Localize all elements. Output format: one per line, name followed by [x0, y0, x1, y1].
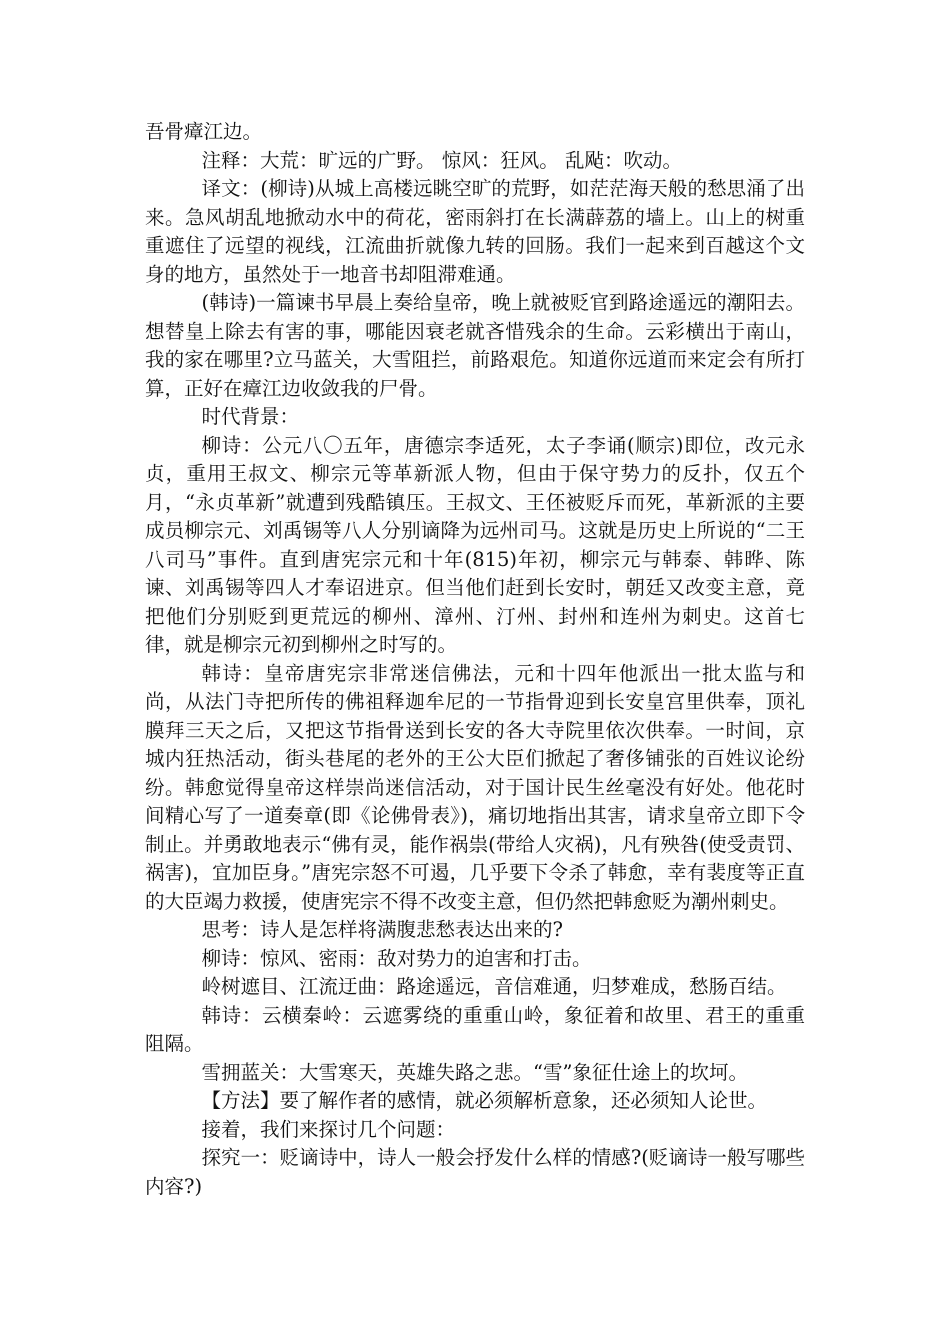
paragraph-translation-han: (韩诗)一篇谏书早晨上奏给皇帝，晚上就被贬官到路途遥远的潮阳去。想替皇上除去有害的事，哪能因衰老就吝惜残余的生命。云彩横出于南山，我的家在哪里?立马蓝关，大雪阻拦，前路艰危。知道你远道而来定会有所打算，正好在瘴江边收敛我的尸骨。: [145, 291, 805, 400]
paragraph-answer-liu-2: 岭树遮目、江流迂曲：路途遥远，音信难通，归梦难成，愁肠百结。: [201, 975, 787, 998]
paragraph-translation-liu: 译文：(柳诗)从城上高楼远眺空旷的荒野，如茫茫海天般的愁思涌了出来。急风胡乱地掀动水中的荷花，密雨斜打在长满薜荔的墙上。山上的树重重遮住了远望的视线，江流曲折就像九转的回肠。我们一起来到百越这个文身的地方，虽然处于一地音书却阻滞难通。: [145, 177, 805, 286]
paragraph-method: 【方法】要了解作者的感情，就必须解析意象，还必须知人论世。: [201, 1089, 768, 1112]
paragraph-background-liu: 柳诗：公元八〇五年，唐德宗李适死，太子李诵(顺宗)即位，改元永贞，重用王叔文、柳宗元等革新派人物，但由于保守势力的反扑，仅五个月，“永贞革新”就遭到残酷镇压。王叔文、王伾被贬斥而死，革新派的主要成员柳宗元、刘禹锡等八人分别谪降为远州司马。这就是历史上所说的“二王 八司马”事件。直到唐宪宗元和十年(815)年初，柳宗元与韩泰、韩晔、陈谏、刘禹锡等四人才奉诏进京。但当他们赶到长安时，朝廷又改变主意，竟把他们分别贬到更荒远的柳州、漳州、汀州、封州和连州为刺史。这首七律，就是柳宗元初到柳州之时写的。: [145, 433, 805, 656]
paragraph-background-han: 韩诗：皇帝唐宪宗非常迷信佛法，元和十四年他派出一批太监与和尚，从法门寺把所传的佛祖释迦牟尼的一节指骨迎到长安皇宫里供奉，顶礼膜拜三天之后，又把这节指骨送到长安的各大寺院里依次供奉。一时间，京城内狂热活动，街头巷尾的老外的王公大臣们掀起了奢侈铺张的百姓议论纷纷。韩愈觉得皇帝这样崇尚迷信活动，对于国计民生丝毫没有好处。他花时间精心写了一道奏章(即《论佛骨表》)，痛切地指出其害，请求皇帝立即下令制止。并勇敢地表示“佛有灵，能作祸祟(带给人灾祸)，凡有殃咎(使受责罚、祸害)，宜加臣身。”唐宪宗怒不可遏，几乎要下令杀了韩愈，幸有裴度等正直的大臣竭力救援，使唐宪宗不得不改变主意，但仍然把韩愈贬为潮州刺史。: [145, 661, 805, 913]
paragraph-answer-han-2: 雪拥蓝关：大雪寒天，英雄失路之悲。“雪”象征仕途上的坎坷。: [201, 1060, 748, 1084]
paragraph-answer-han-1: 韩诗：云横秦岭：云遮雾绕的重重山岭，象征着和故里、君王的重重阻隔。: [145, 1003, 805, 1055]
paragraph-background-heading: 时代背景：: [201, 405, 300, 428]
paragraph-annotation: 注释：大荒：旷远的广野。 惊风：狂风。 乱飐：吹动。: [201, 148, 682, 172]
paragraph-poem-ending: 吾骨瘴江边。: [145, 120, 263, 143]
paragraph-answer-liu-1: 柳诗：惊风、密雨：敌对势力的迫害和打击。: [201, 946, 592, 970]
document-page: [145, 118, 805, 1201]
paragraph-transition: 接着，我们来探讨几个问题：: [201, 1117, 456, 1141]
paragraph-inquiry-one: 探究一：贬谪诗中，诗人一般会抒发什么样的情感?(贬谪诗一般写哪些内容?): [145, 1146, 805, 1198]
paragraph-question: 思考：诗人是怎样将满腹悲愁表达出来的?: [201, 918, 564, 941]
